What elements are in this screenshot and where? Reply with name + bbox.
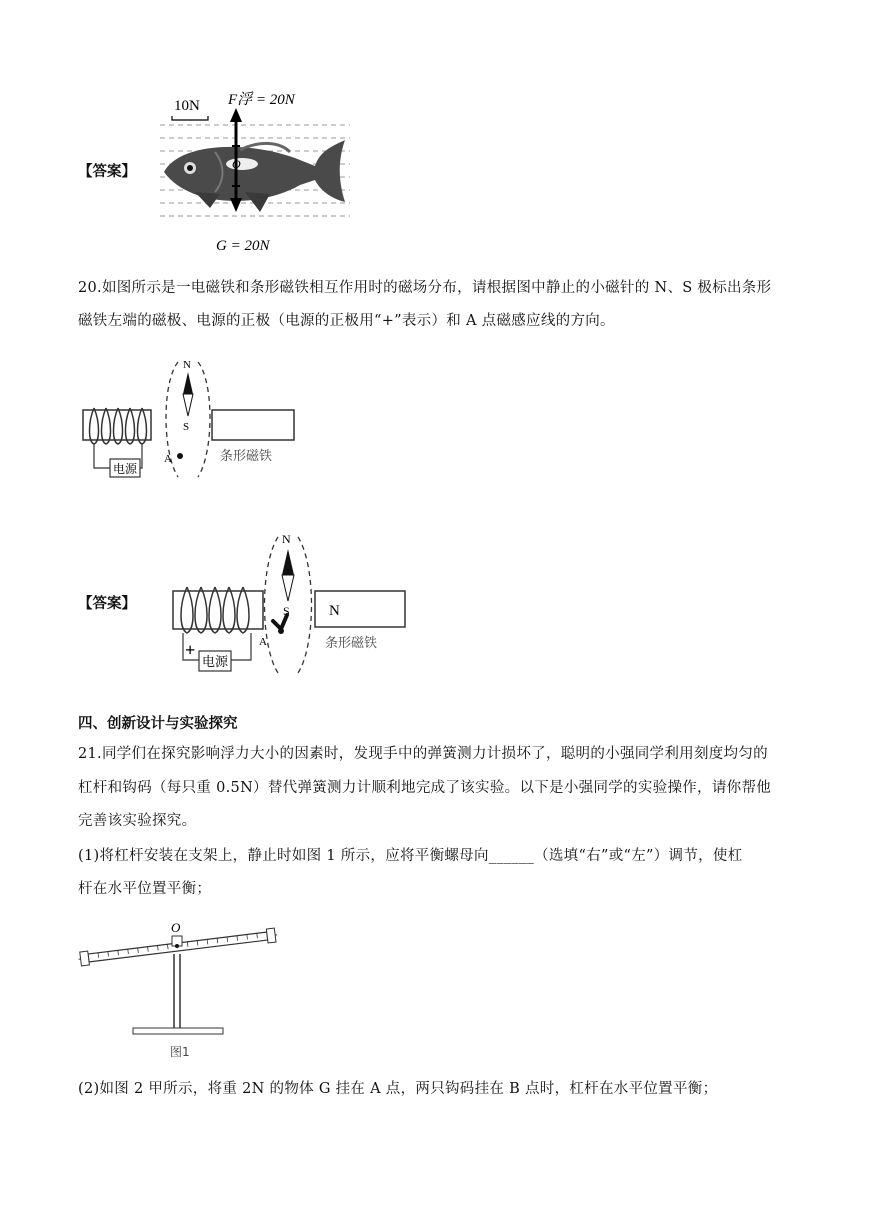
- answer-point-a-label: A: [259, 636, 267, 648]
- q20-text-line2: 磁铁左端的磁极、电源的正极（电源的正极用“+”表示）和 A 点磁感应线的方向。: [78, 313, 615, 329]
- section4-heading: 四、创新设计与实验探究: [78, 716, 238, 732]
- q21-figure1-lever: [78, 918, 283, 1063]
- bar-magnet-label: 条形磁铁: [220, 449, 273, 464]
- q21-line1: 21.同学们在探究影响浮力大小的因素时，发现手中的弹簧测力计损坏了，聪明的小强同学利用刻度均匀的: [78, 746, 768, 762]
- coil-loops: [90, 408, 147, 444]
- q21-part2: (2)如图 2 甲所示，将重 2N 的物体 G 挂在 A 点，两只钩码挂在 B 点时，杠杆在水平位置平衡；: [78, 1081, 718, 1097]
- magnet-pole-label: N: [329, 603, 340, 619]
- q20-text-line1: 20.如图所示是一电磁铁和条形磁铁相互作用时的磁场分布，请根据图中静止的小磁针的 N、S 极标出条形: [78, 280, 772, 296]
- needle-north: [183, 372, 193, 394]
- q21-part1-line1: (1)将杠杆安装在支架上，静止时如图 1 所示，应将平衡螺母向______（选填“右”或“左”）调节，使杠: [78, 848, 743, 864]
- q20-answer-figure: [165, 525, 415, 675]
- answer-north-label: N: [282, 532, 291, 546]
- answer-south-label: S: [283, 604, 290, 618]
- field-direction-arrow: [273, 615, 287, 629]
- q19-fish-force-diagram: [150, 80, 370, 260]
- plus-label: +: [185, 640, 196, 660]
- q21-part1-line2: 杆在水平位置平衡；: [78, 881, 212, 897]
- scale-label: 10N: [174, 98, 200, 114]
- buoyancy-label: F浮 = 20N: [228, 92, 295, 108]
- answer-power-label: 电源: [202, 655, 229, 670]
- south-label: S: [183, 421, 190, 433]
- point-a-label: A: [164, 453, 172, 465]
- answer-bar-magnet-label: 条形磁铁: [325, 636, 378, 651]
- north-label: N: [183, 359, 191, 371]
- q21-line3: 完善该实验探究。: [78, 813, 197, 829]
- center-label: O: [232, 157, 241, 171]
- q20-electromagnet-figure: [80, 352, 310, 487]
- power-label: 电源: [113, 462, 138, 476]
- pivot-label: O: [171, 920, 181, 935]
- scale-bar: [172, 116, 208, 120]
- figure1-caption: 图1: [170, 1045, 190, 1059]
- q21-line2: 杠杆和钩码（每只重 0.5N）替代弹簧测力计顺利地完成了该实验。以下是小强同学的实验操作，请你帮他: [78, 780, 772, 796]
- needle-south: [183, 394, 193, 416]
- gravity-label: G = 20N: [216, 238, 270, 254]
- q19-answer-label: 【答案】: [78, 164, 136, 180]
- q20-answer-label: 【答案】: [78, 596, 136, 612]
